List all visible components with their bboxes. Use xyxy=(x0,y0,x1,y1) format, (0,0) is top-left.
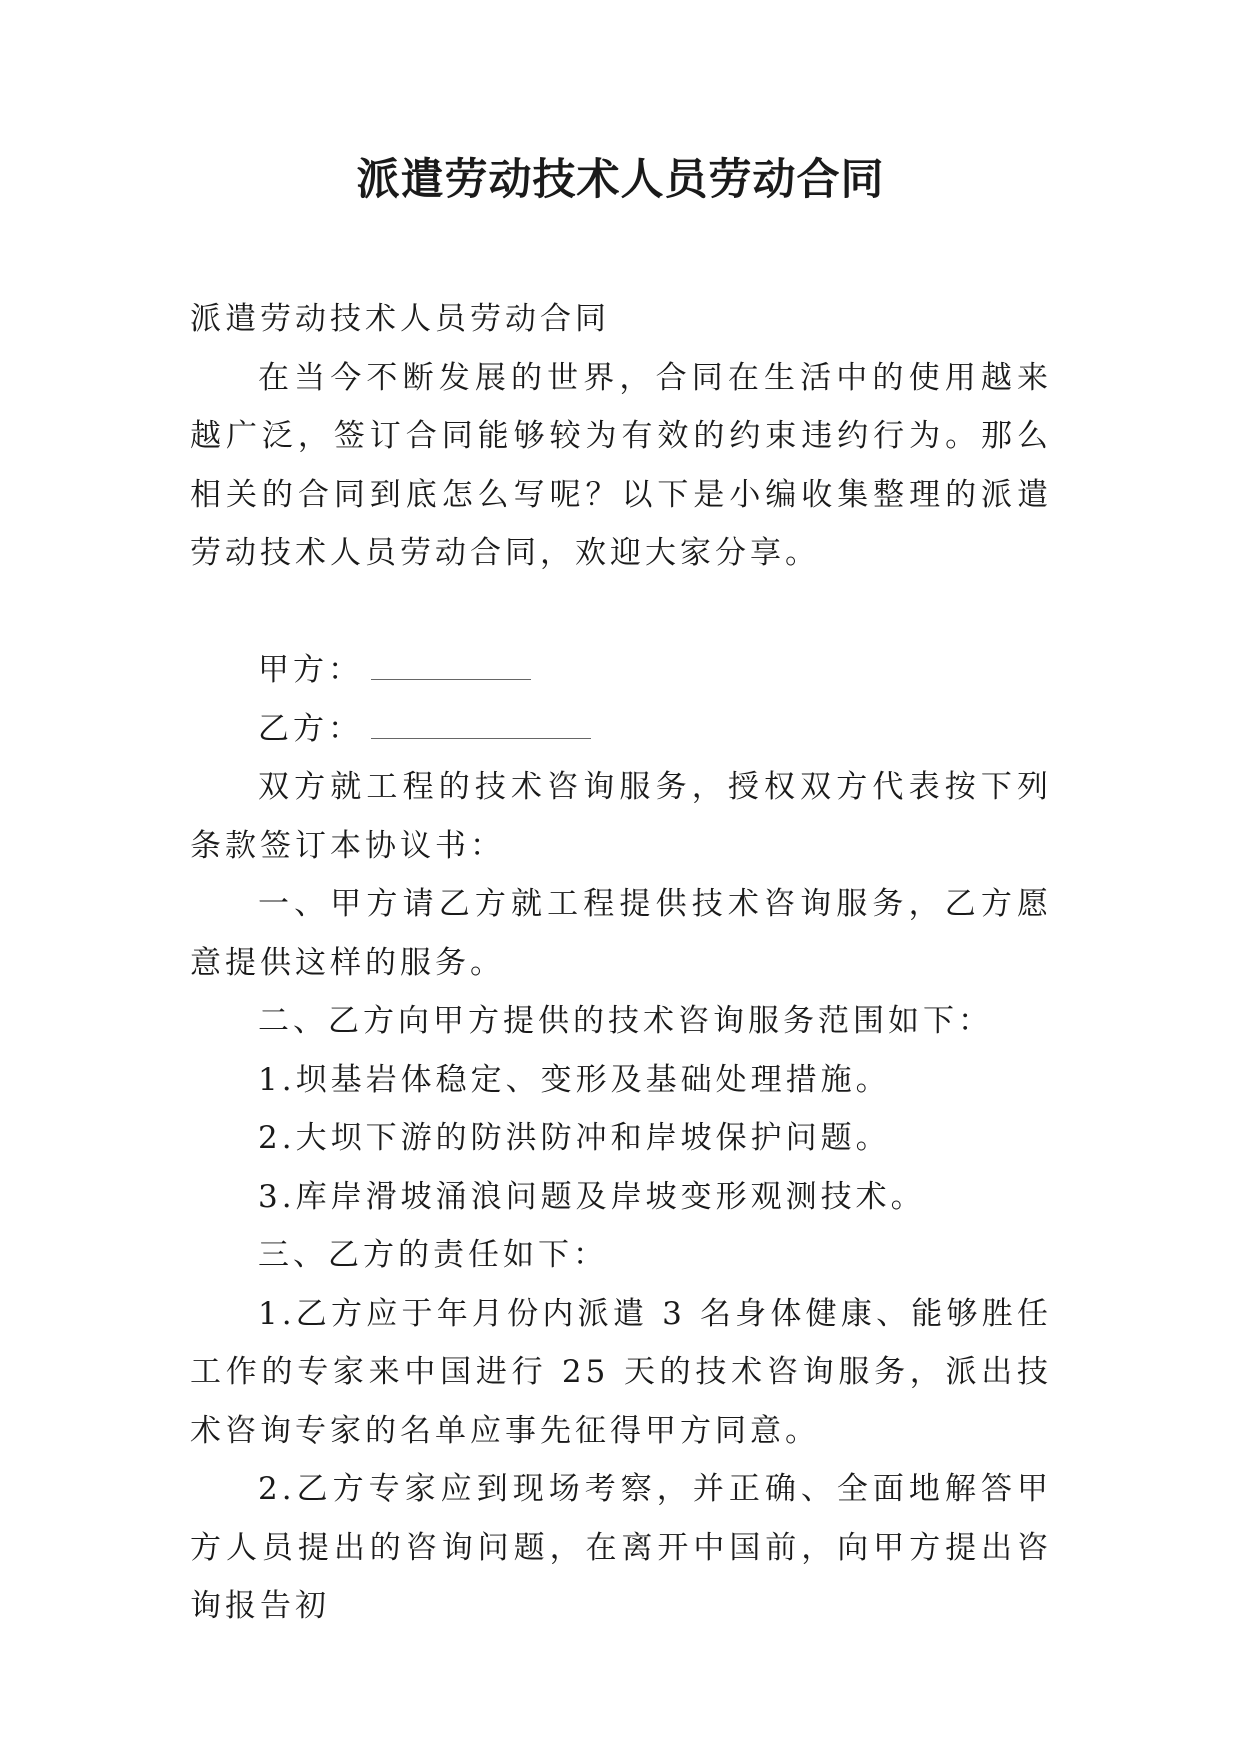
party-b-line xyxy=(190,700,1052,759)
blank-spacer xyxy=(190,583,1052,642)
party-b-label: 乙方： xyxy=(258,710,363,747)
party-b-blank xyxy=(371,712,591,739)
party-a-line xyxy=(190,641,1052,700)
party-a-label: 甲方： xyxy=(258,652,363,688)
document-title: 派遣劳动技术人员劳动合同 xyxy=(356,155,885,205)
party-a-blank xyxy=(371,653,531,680)
paragraph-item-2-3: 3.库岸滑坡涌浪问题及岸坡变形观测技术。 xyxy=(258,1178,926,1215)
paragraph-item-3-1: 1.乙方应于年月份内派遣 3 名身体健康、能够胜任工作的专家来中国进行 25 天的技术咨询服务，派出技术咨询专家的名单应事先征得甲方同意。 xyxy=(190,1295,1052,1449)
intro-paragraph: 在当今不断发展的世界，合同在生活中的使用越来越广泛，签订合同能够较为有效的约束违约行为。那么相关的合同到底怎么写呢？以下是小编收集整理的派遣劳动技术人员劳动合同，欢迎大家分享。 xyxy=(190,359,1052,571)
document-body xyxy=(190,290,1052,1636)
paragraph-agreement: 双方就工程的技术咨询服务，授权双方代表按下列条款签订本协议书： xyxy=(190,769,1052,864)
paragraph-item-2-2: 2.大坝下游的防洪防冲和岸坡保护问题。 xyxy=(258,1120,891,1156)
paragraph-clause-1: 一、甲方请乙方就工程提供技术咨询服务，乙方愿意提供这样的服务。 xyxy=(190,886,1052,981)
paragraph-clause-2: 二、乙方向甲方提供的技术咨询服务范围如下： xyxy=(258,1003,993,1039)
paragraph-item-2-1: 1.坝基岩体稳定、变形及基础处理措施。 xyxy=(258,1061,891,1098)
paragraph-clause-3: 三、乙方的责任如下： xyxy=(258,1237,608,1273)
document-subtitle: 派遣劳动技术人员劳动合同 xyxy=(190,301,610,337)
paragraph-item-3-2: 2.乙方专家应到现场考察，并正确、全面地解答甲方人员提出的咨询问题，在离开中国前，向甲方提出咨询报告初 xyxy=(190,1471,1052,1624)
